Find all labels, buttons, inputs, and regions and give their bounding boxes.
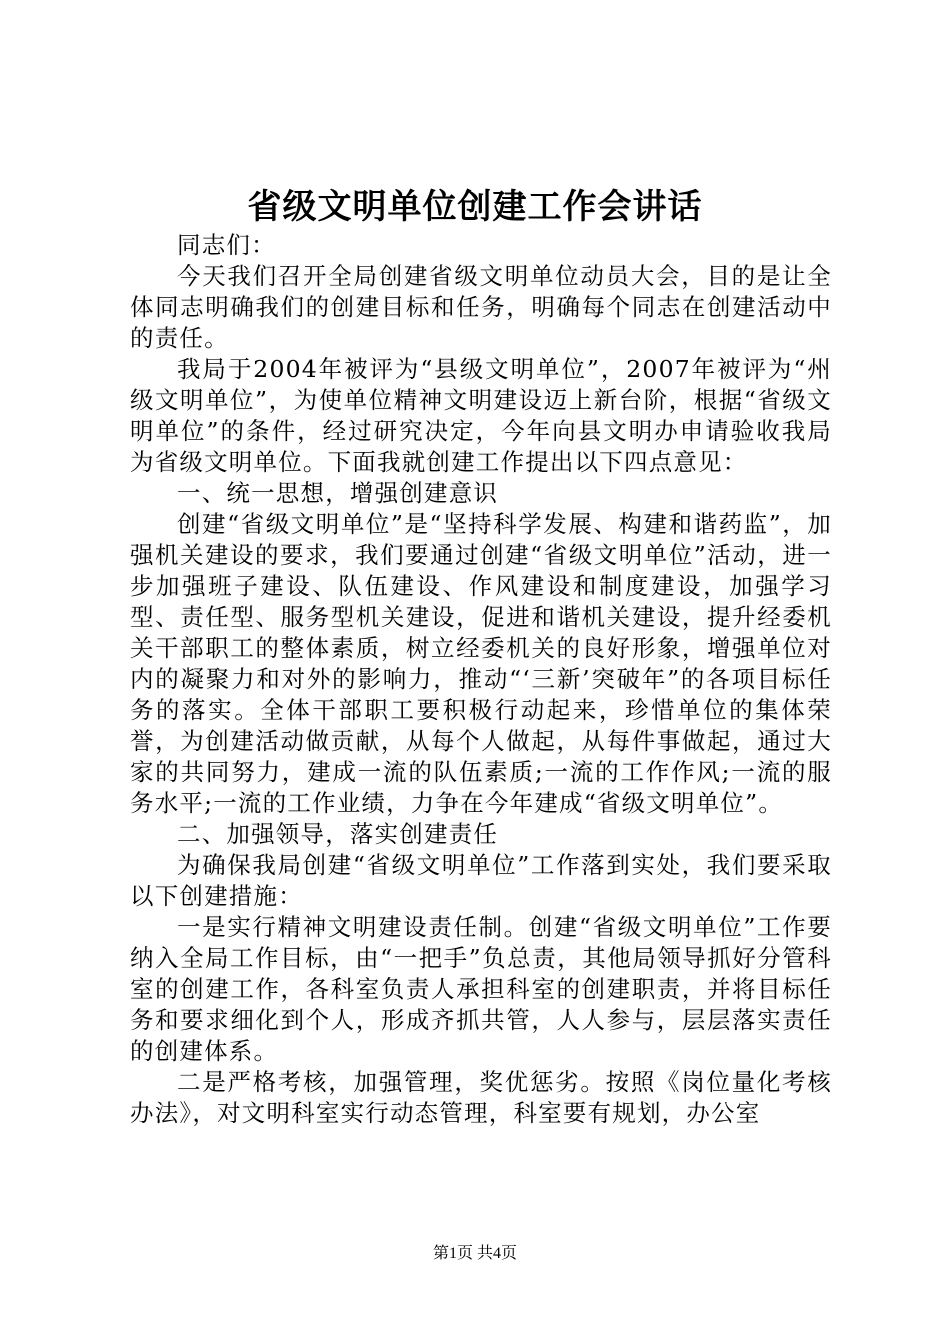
document-title: 省级文明单位创建工作会讲话 [247,187,703,227]
page-footer: 第1页 共4页 [432,1245,517,1262]
paragraph-section-2-intro: 为确保我局创建“省级文明单位”工作落到实处，我们要采取以下创建措施： [130,851,832,910]
section-heading-1: 一、统一思想，增强创建意识 [177,479,499,507]
paragraph-measure-1: 一是实行精神文明建设责任制。创建“省级文明单位”工作要纳入全局工作目标，由“一把手”负总责，其他局领导抓好分管科室的创建工作，各科室负责人承担科室的创建职责，并将目标任务和要求细化到个人，形成齐抓共管，人人参与，层层落实责任的创建体系。 [130,913,832,1065]
paragraph-intro: 今天我们召开全局创建省级文明单位动员大会，目的是让全体同志明确我们的创建目标和任务，明确每个同志在创建活动中的责任。 [130,262,832,352]
document-body [130,230,832,1129]
paragraph-background: 我局于2004年被评为“县级文明单位”，2007年被评为“州级文明单位”，为使单位精神文明建设迈上新台阶，根据“省级文明单位”的条件，经过研究决定，今年向县文明办申请验收我局为省级文明单位。下面我就创建工作提出以下四点意见： [130,355,832,476]
section-heading-2: 二、加强领导，落实创建责任 [177,820,499,848]
paragraph-section-1: 创建“省级文明单位”是“坚持科学发展、构建和谐药监”，加强机关建设的要求，我们要通过创建“省级文明单位”活动，进一步加强班子建设、队伍建设、作风建设和制度建设，加强学习型、责任型、服务型机关建设，促进和谐机关建设，提升经委机关干部职工的整体素质，树立经委机关的良好形象，增强单位对内的凝聚力和对外的影响力，推动“‘三新’突破年”的各项目标任务的落实。全体干部职工要积极行动起来，珍惜单位的集体荣誉，为创建活动做贡献，从每个人做起，从每件事做起，通过大家的共同努力，建成一流的队伍素质;一流的工作作风;一流的服务水平;一流的工作业绩，力争在今年建成“省级文明单位”。 [130,510,832,817]
paragraph-measure-2: 二是严格考核，加强管理，奖优惩劣。按照《岗位量化考核办法》，对文明科室实行动态管理，科室要有规划，办公室 [130,1068,832,1127]
salutation: 同志们： [177,231,276,259]
